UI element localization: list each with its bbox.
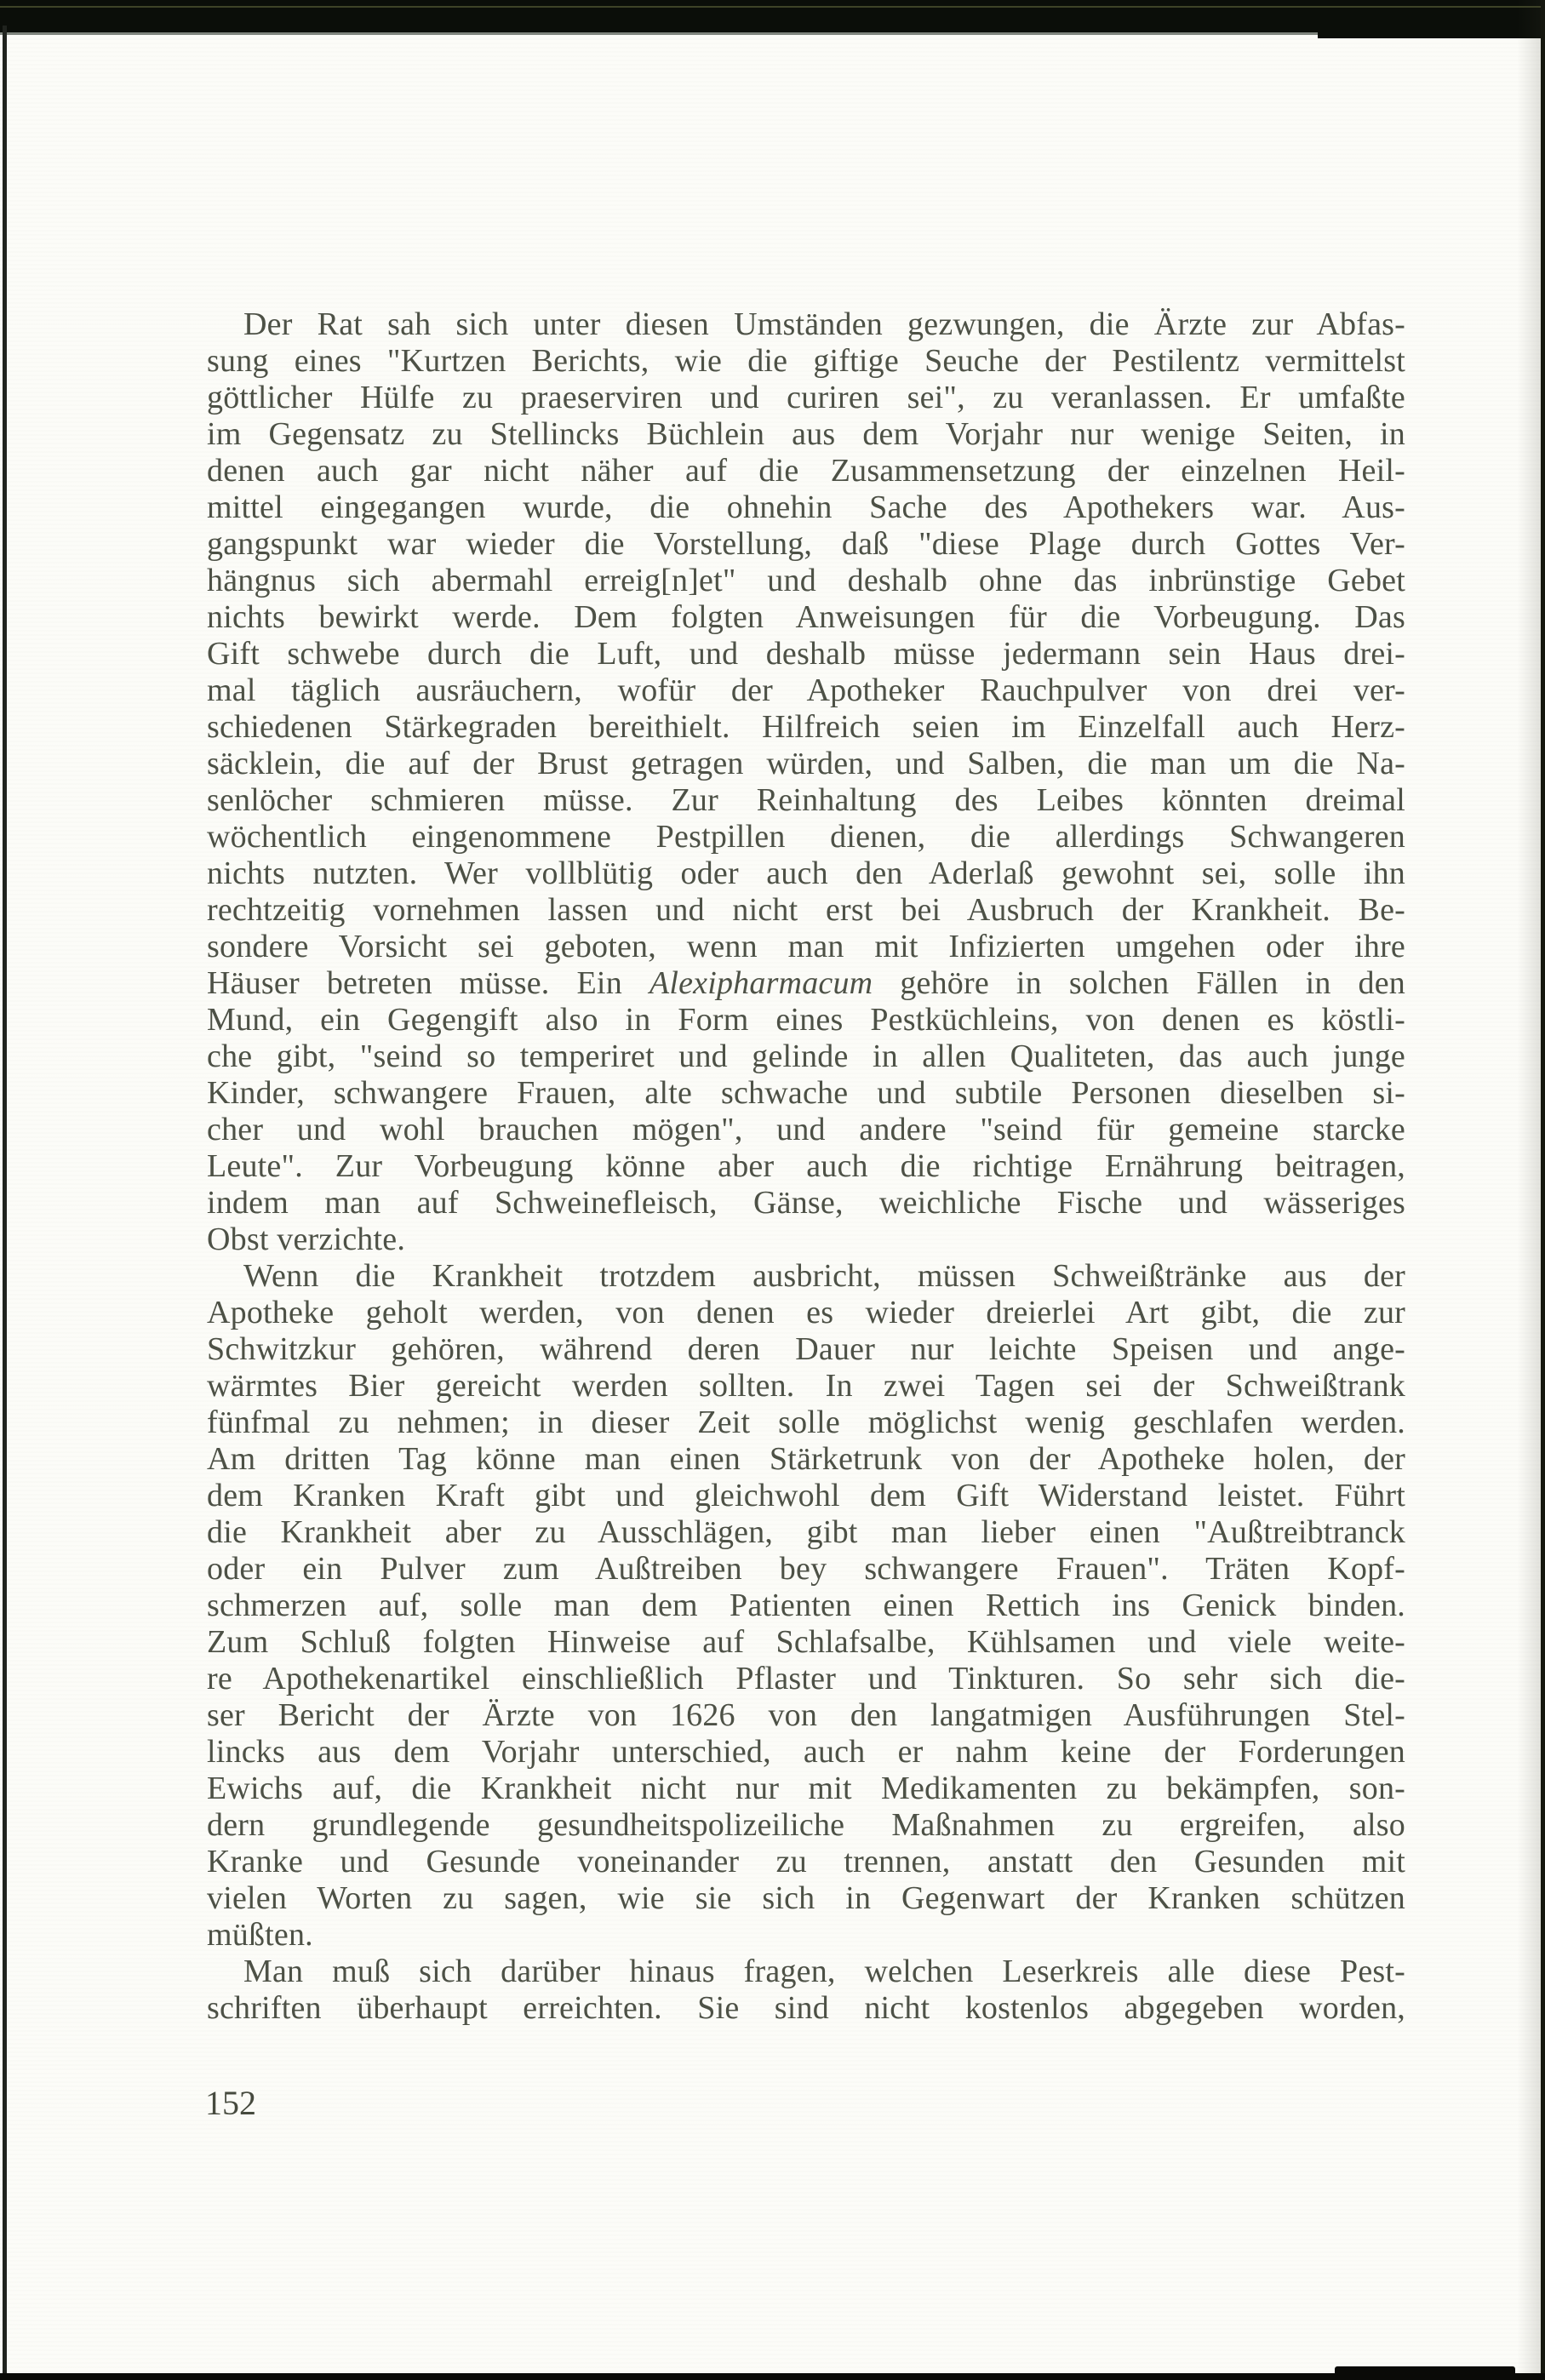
text-line: wärmtes Bier gereicht werden sollten. In zwei Tagen sei der Schweißtrank: [207, 1368, 1405, 1404]
text-line: wöchentlich eingenommene Pestpillen dienen, die allerdings Schwangeren: [207, 819, 1405, 855]
text-line: Am dritten Tag könne man einen Stärketrunk von der Apotheke holen, der: [207, 1441, 1405, 1477]
text-line: nichts bewirkt werde. Dem folgten Anweisungen für die Vorbeugung. Das: [207, 599, 1405, 635]
text-line: nichts nutzten. Wer vollblütig oder auch den Aderlaß gewohnt sei, solle ihn: [207, 855, 1405, 891]
text-line: Zum Schluß folgten Hinweise auf Schlafsalbe, Kühlsamen und viele weite-: [207, 1624, 1405, 1660]
text-line: hängnus sich abermahl erreig[n]et" und deshalb ohne das inbrünstige Gebet: [207, 563, 1405, 598]
text-line: Obst verzichte.: [207, 1221, 406, 1257]
paragraph-3: [207, 1954, 1405, 2027]
scan-bottom-edge-lump: [1335, 2366, 1515, 2380]
text-line: Apotheke geholt werden, von denen es wieder dreierlei Art gibt, die zur: [207, 1295, 1405, 1330]
text-line: Gift schwebe durch die Luft, und deshalb müsse jedermann sein Haus drei-: [207, 636, 1405, 672]
text-line: Kranke und Gesunde voneinander zu trennen, anstatt den Gesunden mit: [207, 1844, 1405, 1879]
scan-right-edge: [1541, 0, 1545, 2380]
scan-top-edge-lump: [1318, 32, 1545, 38]
text-line: dern grundlegende gesundheitspolizeiliche Maßnahmen zu ergreifen, also: [207, 1807, 1405, 1843]
text-line: sung eines "Kurtzen Berichts, wie die giftige Seuche der Pestilentz vermittelst: [207, 343, 1405, 379]
text-line: cher und wohl brauchen mögen", und andere "seind für gemeine starcke: [207, 1112, 1405, 1147]
text-line: gangspunkt war wieder die Vorstellung, daß "diese Plage durch Gottes Ver-: [207, 526, 1405, 562]
text-line: fünfmal zu nehmen; in dieser Zeit solle möglichst wenig geschlafen werden.: [207, 1405, 1405, 1440]
text-line: rechtzeitig vornehmen lassen und nicht erst bei Ausbruch der Krankheit. Be-: [207, 892, 1405, 928]
text-line: müßten.: [207, 1917, 313, 1953]
text-line: die Krankheit aber zu Ausschlägen, gibt man lieber einen "Außtreibtranck: [207, 1514, 1405, 1550]
text-line: senlöcher schmieren müsse. Zur Reinhaltung des Leibes könnten dreimal: [207, 782, 1405, 818]
text-line: göttlicher Hülfe zu praeserviren und curiren sei", zu veranlassen. Er umfaßte: [207, 380, 1405, 415]
text-line: Der Rat sah sich unter diesen Umständen gezwungen, die Ärzte zur Abfas-: [243, 306, 1405, 342]
text-line: säcklein, die auf der Brust getragen würden, und Salben, die man um die Na-: [207, 746, 1405, 781]
page-number: 152: [205, 2084, 256, 2122]
text-line: ser Bericht der Ärzte von 1626 von den langatmigen Ausführungen Stel-: [207, 1697, 1405, 1733]
text-line: indem man auf Schweinefleisch, Gänse, weichliche Fische und wässeriges: [207, 1185, 1405, 1221]
text-line: re Apothekenartikel einschließlich Pflaster und Tinkturen. So sehr sich die-: [207, 1661, 1405, 1696]
text-line: Ewichs auf, die Krankheit nicht nur mit Medikamenten zu bekämpfen, son-: [207, 1771, 1405, 1806]
text-line: Schwitzkur gehören, während deren Dauer nur leichte Speisen und ange-: [207, 1331, 1405, 1367]
text-line: denen auch gar nicht näher auf die Zusammensetzung der einzelnen Heil-: [207, 453, 1405, 489]
text-line: vielen Worten zu sagen, wie sie sich in Gegenwart der Kranken schützen: [207, 1880, 1405, 1916]
text-line: Wenn die Krankheit trotzdem ausbricht, müssen Schweißtränke aus der: [243, 1258, 1405, 1294]
scan-left-edge: [3, 26, 7, 2380]
text-line: oder ein Pulver zum Außtreiben bey schwangere Frauen". Träten Kopf-: [207, 1551, 1405, 1587]
scan-right-shading: [1517, 0, 1541, 2380]
text-line: mal täglich ausräuchern, wofür der Apotheker Rauchpulver von drei ver-: [207, 672, 1405, 708]
text-line: che gibt, "seind so temperiret und gelinde in allen Qualiteten, das auch junge: [207, 1038, 1405, 1074]
scan-top-edge-fuzz: [0, 32, 1545, 35]
text-line: Kinder, schwangere Frauen, alte schwache und subtile Personen dieselben si-: [207, 1075, 1405, 1111]
text-line: mittel eingegangen wurde, die ohnehin Sache des Apothekers war. Aus-: [207, 489, 1405, 525]
text-line: im Gegensatz zu Stellincks Büchlein aus dem Vorjahr nur wenige Seiten, in: [207, 416, 1405, 452]
paragraph-2: [207, 1258, 1405, 1954]
text-line: Mund, ein Gegengift also in Form eines Pestküchleins, von denen es köstli-: [207, 1002, 1405, 1038]
text-line: schriften überhaupt erreichten. Sie sind nicht kostenlos abgegeben worden,: [207, 1990, 1405, 2026]
text-line: lincks aus dem Vorjahr unterschied, auch er nahm keine der Forderungen: [207, 1734, 1405, 1770]
text-line: Leute". Zur Vorbeugung könne aber auch die richtige Ernährung beitragen,: [207, 1148, 1405, 1184]
paragraph-1: [207, 306, 1405, 1258]
text-line: dem Kranken Kraft gibt und gleichwohl dem Gift Widerstand leistet. Führt: [207, 1478, 1405, 1513]
text-line: Häuser betreten müsse. Ein Alexipharmacum gehöre in solchen Fällen in den: [207, 965, 1406, 1001]
body-text: [207, 306, 1405, 2027]
scan-top-edge: [0, 0, 1545, 32]
text-line: schiedenen Stärkegraden bereithielt. Hilfreich seien im Einzelfall auch Herz-: [207, 709, 1405, 745]
text-line: sondere Vorsicht sei geboten, wenn man mit Infizierten umgehen oder ihre: [207, 929, 1405, 964]
text-line: Man muß sich darüber hinaus fragen, welchen Leserkreis alle diese Pest-: [243, 1954, 1405, 1989]
scan-bottom-edge: [0, 2373, 1545, 2380]
text-line: schmerzen auf, solle man dem Patienten einen Rettich ins Genick binden.: [207, 1588, 1405, 1623]
scan-top-hairline: [0, 6, 1545, 8]
